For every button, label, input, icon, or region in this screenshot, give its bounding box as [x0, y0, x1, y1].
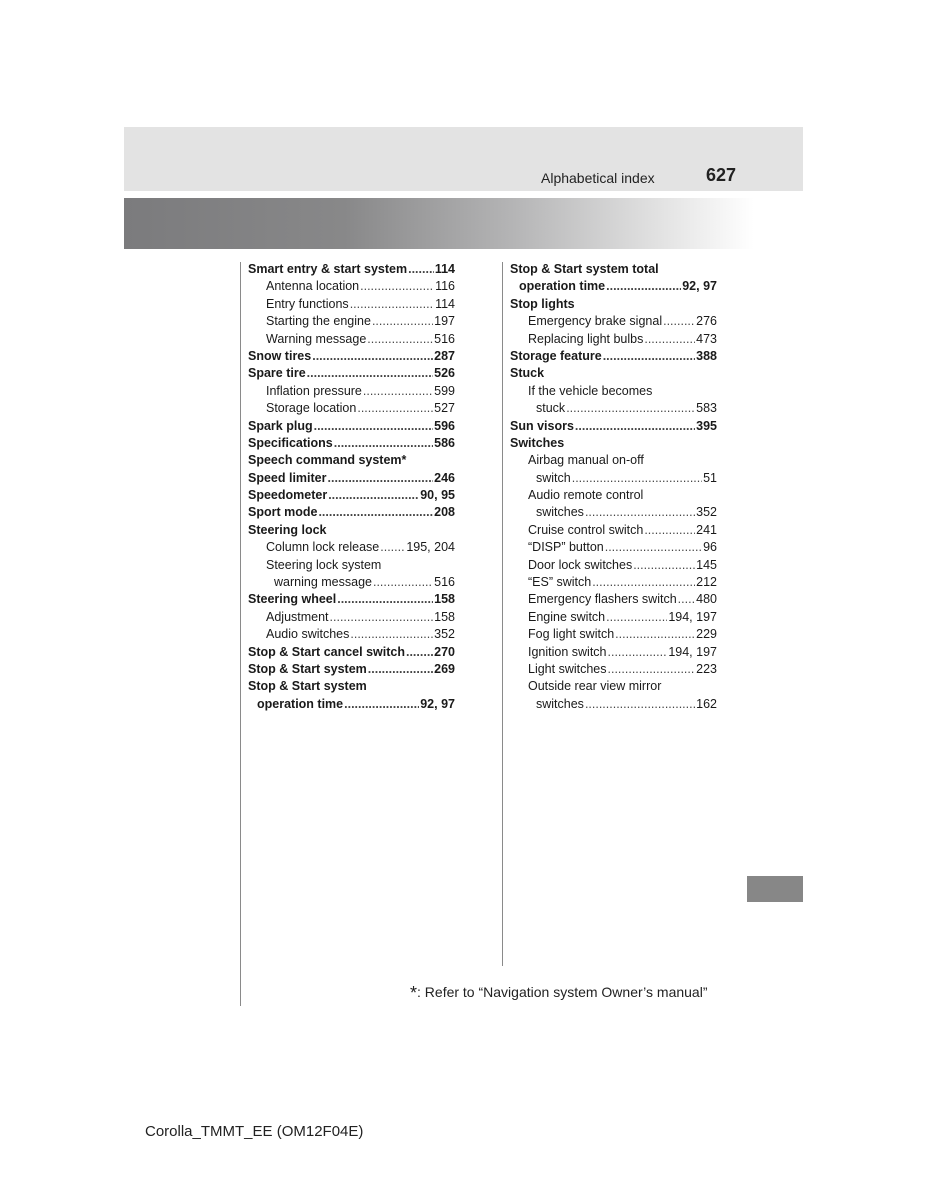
- index-entry-label: Entry functions: [266, 296, 349, 311]
- index-entry: [248, 574, 455, 591]
- index-entry-label: Steering wheel: [248, 592, 337, 607]
- index-entry: [248, 591, 455, 608]
- index-entry-label: Column lock release: [266, 540, 380, 555]
- section-title: Alphabetical index: [541, 170, 655, 186]
- dot-leader: [373, 574, 433, 591]
- index-entry: [510, 435, 717, 452]
- index-entry-label: Stop & Start cancel switch: [248, 644, 405, 659]
- index-entry-label: Spare tire: [248, 366, 306, 381]
- index-entry: [248, 644, 455, 661]
- dot-leader: [566, 400, 695, 417]
- index-entry: [510, 348, 717, 365]
- index-entry: [510, 261, 717, 278]
- index-entry: [510, 418, 717, 435]
- index-entry: [510, 278, 717, 295]
- dot-leader: [633, 557, 695, 574]
- dot-leader: [406, 644, 433, 661]
- index-entry: [248, 435, 455, 452]
- index-entry: [510, 522, 717, 539]
- dot-leader: [318, 504, 433, 521]
- index-entry: [248, 470, 455, 487]
- index-entry: [510, 487, 717, 504]
- index-entry: [248, 452, 455, 469]
- index-entry-label: Snow tires: [248, 348, 312, 363]
- index-entry-label: switch: [536, 470, 571, 485]
- dot-leader: [314, 418, 434, 435]
- index-entry: [248, 661, 455, 678]
- dot-leader: [608, 644, 668, 661]
- header-gradient-bar: [124, 198, 754, 249]
- index-entry-label: Ignition switch: [528, 644, 607, 659]
- dot-leader: [337, 591, 433, 608]
- index-entry-page: 92, 97: [420, 696, 455, 711]
- index-entry-page: 352: [696, 505, 717, 520]
- index-entry-page: 241: [696, 522, 717, 537]
- index-entry-page: 223: [696, 661, 717, 676]
- index-entry-label: Warning message: [266, 331, 367, 346]
- index-entry-label: Smart entry & start system: [248, 262, 408, 276]
- index-entry-page: 194, 197: [668, 644, 717, 659]
- index-entry: [248, 348, 455, 365]
- index-column-right: [510, 261, 717, 713]
- index-entry-label: “DISP” button: [528, 540, 604, 555]
- dot-leader: [663, 313, 695, 330]
- index-entry: [248, 365, 455, 382]
- index-entry-label: Steering lock system: [266, 557, 382, 572]
- index-entry: [510, 644, 717, 661]
- index-entry-label: Sport mode: [248, 505, 318, 520]
- index-entry-label: Spark plug: [248, 418, 313, 433]
- index-entry: [510, 574, 717, 591]
- index-entry-label: switches: [536, 505, 584, 520]
- page-number: 627: [706, 165, 737, 185]
- index-entry-page: 114: [435, 296, 455, 311]
- index-entry: [248, 418, 455, 435]
- dot-leader: [328, 470, 434, 487]
- index-entry: [248, 504, 455, 521]
- index-entry-label: Door lock switches: [528, 557, 633, 572]
- index-entry-page: 212: [696, 575, 717, 590]
- index-entry-label: operation time: [257, 696, 344, 711]
- index-entry: [510, 661, 717, 678]
- index-entry-label: Storage feature: [510, 348, 602, 363]
- index-entry-page: 473: [696, 331, 717, 346]
- index-entry-label: Stop & Start system total: [510, 262, 659, 276]
- document-id: Corolla_TMMT_EE (OM12F04E): [145, 1123, 364, 1140]
- index-entry-label: If the vehicle becomes: [528, 383, 653, 398]
- dot-leader: [606, 609, 667, 626]
- index-entry-label: Storage location: [266, 401, 357, 416]
- index-entry-label: Sun visors: [510, 418, 574, 433]
- index-entry-label: Starting the engine: [266, 314, 371, 329]
- index-entry-label: Audio switches: [266, 627, 350, 642]
- index-entry-label: Stop & Start system: [248, 661, 367, 676]
- index-entry: [510, 313, 717, 330]
- index-entry-label: Fog light switch: [528, 627, 615, 642]
- index-entry: [248, 296, 455, 313]
- index-entry-label: stuck: [536, 401, 566, 416]
- index-entry-page: 526: [434, 366, 455, 381]
- index-entry: [248, 383, 455, 400]
- index-entry-label: warning message: [274, 575, 372, 590]
- index-entry-label: Emergency brake signal: [528, 314, 663, 329]
- index-entry: [510, 296, 717, 313]
- index-entry-label: Antenna location: [266, 279, 360, 294]
- index-entry: [510, 626, 717, 643]
- index-entry-page: 96: [703, 540, 717, 555]
- index-entry-label: Speedometer: [248, 488, 328, 503]
- dot-leader: [367, 331, 433, 348]
- index-entry-page: 527: [434, 401, 455, 416]
- index-entry-label: Emergency flashers switch: [528, 592, 677, 607]
- index-entry: [510, 383, 717, 400]
- index-entry: [248, 522, 455, 539]
- index-entry-page: 90, 95: [420, 488, 455, 503]
- index-entry: [510, 557, 717, 574]
- column-rule-left: [240, 262, 241, 1006]
- thumb-index-tab: [747, 876, 803, 902]
- index-entry-label: Switches: [510, 435, 565, 450]
- index-entry-label: Steering lock: [248, 522, 327, 537]
- index-column-left: [248, 261, 455, 713]
- index-entry-page: 276: [696, 314, 717, 329]
- index-entry-label: Audio remote control: [528, 488, 644, 503]
- index-entry: [510, 452, 717, 469]
- index-entry-page: 195, 204: [406, 540, 455, 555]
- dot-leader: [344, 696, 419, 713]
- index-entry: [510, 678, 717, 695]
- index-entry-page: 395: [696, 418, 717, 433]
- index-entry-label: Replacing light bulbs: [528, 331, 644, 346]
- dot-leader: [330, 609, 434, 626]
- index-entry: [248, 696, 455, 713]
- index-entry-page: 158: [434, 609, 455, 624]
- dot-leader: [372, 313, 433, 330]
- index-entry-page: 116: [435, 279, 455, 294]
- index-entry: [510, 609, 717, 626]
- footnote: [410, 983, 708, 1004]
- index-entry-label: Light switches: [528, 661, 607, 676]
- dot-leader: [644, 331, 695, 348]
- dot-leader: [360, 278, 434, 295]
- header-band: [124, 127, 803, 191]
- index-entry: [248, 487, 455, 504]
- index-entry-label: Speed limiter: [248, 470, 327, 485]
- index-entry: [248, 609, 455, 626]
- index-entry-label: Engine switch: [528, 609, 606, 624]
- dot-leader: [678, 591, 695, 608]
- index-entry-label: switches: [536, 696, 584, 711]
- column-rule-middle: [502, 262, 503, 966]
- index-entry-page: 516: [434, 575, 455, 590]
- index-entry-page: 269: [434, 661, 455, 676]
- dot-leader: [363, 383, 433, 400]
- index-entry: [510, 696, 717, 713]
- index-entry-page: 145: [696, 557, 717, 572]
- index-entry-label: Stop lights: [510, 296, 575, 311]
- dot-leader: [575, 418, 695, 435]
- dot-leader: [608, 661, 696, 678]
- index-entry-label: Inflation pressure: [266, 383, 362, 398]
- index-entry: [510, 539, 717, 556]
- index-entry-label: Outside rear view mirror: [528, 679, 662, 694]
- dot-leader: [644, 522, 695, 539]
- index-entry-page: 229: [696, 627, 717, 642]
- index-entry-page: 596: [434, 418, 455, 433]
- dot-leader: [606, 278, 681, 295]
- index-entry: [248, 539, 455, 556]
- dot-leader: [572, 470, 702, 487]
- index-entry-page: 586: [434, 435, 455, 450]
- index-entry: [510, 591, 717, 608]
- index-entry: [248, 557, 455, 574]
- index-entry-page: 352: [434, 627, 455, 642]
- index-entry: [248, 261, 455, 278]
- index-entry-page: 158: [434, 592, 455, 607]
- index-entry-page: 114: [434, 262, 455, 276]
- dot-leader: [585, 504, 695, 521]
- index-entry-page: 194, 197: [668, 609, 717, 624]
- index-entry-label: Airbag manual on-off: [528, 453, 644, 468]
- index-entry: [248, 626, 455, 643]
- index-entry-label: “ES” switch: [528, 575, 592, 590]
- index-entry-label: Speech command system*: [248, 453, 407, 468]
- index-entry: [248, 278, 455, 295]
- index-entry-label: Specifications: [248, 435, 333, 450]
- index-entry: [510, 504, 717, 521]
- index-entry-page: 583: [696, 401, 717, 416]
- dot-leader: [350, 626, 433, 643]
- index-entry-label: operation time: [519, 279, 606, 294]
- dot-leader: [592, 574, 695, 591]
- index-entry-page: 599: [434, 383, 455, 398]
- index-entry-page: 208: [434, 505, 455, 520]
- index-entry-label: Stuck: [510, 366, 545, 381]
- index-entry-page: 197: [434, 314, 455, 329]
- footnote-text: : Refer to “Navigation system Owner’s manual”: [417, 984, 708, 1000]
- dot-leader: [307, 365, 433, 382]
- index-entry: [248, 678, 455, 695]
- index-entry-page: 287: [434, 348, 455, 363]
- index-entry-page: 516: [434, 331, 455, 346]
- index-entry-label: Adjustment: [266, 609, 329, 624]
- index-entry: [248, 331, 455, 348]
- dot-leader: [312, 348, 433, 365]
- index-entry: [510, 365, 717, 382]
- dot-leader: [334, 435, 433, 452]
- index-entry-page: 162: [696, 696, 717, 711]
- index-entry-page: 51: [703, 470, 717, 485]
- index-entry-label: Stop & Start system: [248, 679, 367, 694]
- index-entry: [510, 400, 717, 417]
- index-entry-page: 480: [696, 592, 717, 607]
- index-entry-page: 388: [696, 348, 717, 363]
- dot-leader: [408, 261, 434, 278]
- index-entry-page: 270: [434, 644, 455, 659]
- dot-leader: [350, 296, 434, 313]
- dot-leader: [615, 626, 695, 643]
- index-entry: [248, 400, 455, 417]
- footnote-marker: *: [410, 983, 418, 1003]
- dot-leader: [357, 400, 433, 417]
- dot-leader: [603, 348, 695, 365]
- index-entry: [248, 313, 455, 330]
- dot-leader: [368, 661, 433, 678]
- index-entry: [510, 331, 717, 348]
- dot-leader: [380, 539, 405, 556]
- dot-leader: [605, 539, 702, 556]
- index-entry: [510, 470, 717, 487]
- index-entry-page: 92, 97: [682, 279, 717, 294]
- index-entry-page: 246: [434, 470, 455, 485]
- dot-leader: [585, 696, 695, 713]
- dot-leader: [328, 487, 419, 504]
- index-entry-label: Cruise control switch: [528, 522, 644, 537]
